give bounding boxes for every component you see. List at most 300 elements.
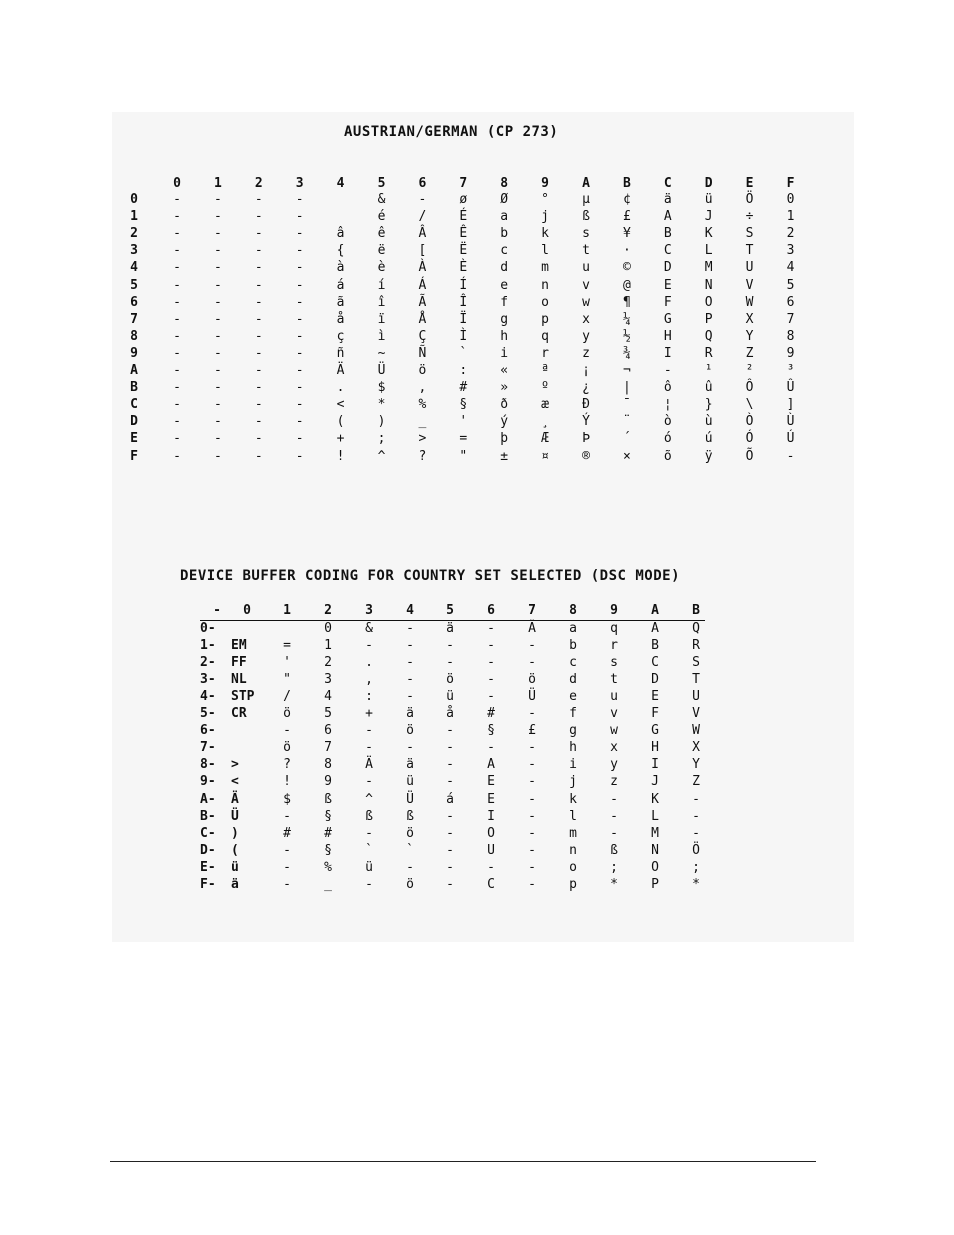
table1-row-header: 0 bbox=[130, 192, 138, 207]
table2-cell: k bbox=[569, 791, 577, 807]
table2-cell: NL bbox=[231, 672, 247, 688]
table1-cell: H bbox=[663, 328, 672, 344]
table1-cell: - bbox=[254, 345, 263, 361]
table1-cell: ° bbox=[541, 192, 549, 207]
table1-col-header: B bbox=[622, 176, 631, 191]
table1-cell: = bbox=[459, 431, 468, 447]
table1-cell: 4 bbox=[786, 260, 795, 276]
table1-cell: M bbox=[704, 260, 713, 276]
table2-cell: Ä bbox=[365, 757, 373, 773]
table1-cell: ò bbox=[663, 414, 672, 430]
table1-cell: V bbox=[745, 277, 754, 293]
table1-cell: 8 bbox=[786, 328, 795, 344]
table1-cell: ÷ bbox=[745, 209, 754, 225]
table1-cell: ® bbox=[582, 448, 590, 464]
table2-cell: C bbox=[487, 876, 495, 892]
table1-cell: - bbox=[213, 431, 222, 447]
table2-cell: u bbox=[610, 689, 618, 705]
table2-cell: Ö bbox=[692, 842, 700, 858]
table1-col-header: 8 bbox=[500, 176, 509, 191]
table2-cell: S bbox=[692, 655, 700, 671]
table2-cell: B bbox=[651, 638, 659, 654]
table2-cell: - bbox=[365, 825, 373, 841]
table2-cell: - bbox=[487, 621, 495, 636]
table1-cell: Ú bbox=[786, 431, 795, 447]
table1-col-header: A bbox=[582, 176, 590, 191]
table1-cell: m bbox=[541, 260, 549, 276]
table1-cell: é bbox=[377, 209, 386, 225]
table1-cell: D bbox=[663, 260, 672, 276]
table2-col-header: B bbox=[692, 603, 700, 618]
table2-cell: ü bbox=[406, 774, 414, 790]
table2-cell: - bbox=[692, 791, 700, 807]
table1-cell: - bbox=[173, 192, 181, 207]
table1-cell: # bbox=[459, 380, 468, 396]
table2-cell: x bbox=[610, 740, 618, 756]
table1-row-header: C bbox=[130, 397, 138, 413]
table1-cell: O bbox=[704, 294, 713, 310]
table2-cell: H bbox=[651, 740, 659, 756]
table1-cell: o bbox=[541, 294, 549, 310]
table2-col-header: 0 bbox=[243, 603, 251, 618]
table1-cell: u bbox=[582, 260, 590, 276]
table1-cell: º bbox=[541, 380, 549, 396]
table1-cell: K bbox=[704, 226, 713, 242]
table1-cell: ½ bbox=[622, 328, 631, 344]
table2-cell: j bbox=[569, 774, 577, 790]
table1-cell: - bbox=[254, 448, 263, 464]
table1-cell: ë bbox=[377, 243, 386, 259]
table1-cell: ¢ bbox=[622, 192, 631, 207]
table1-cell: n bbox=[541, 277, 549, 293]
table1-cell: - bbox=[173, 397, 181, 413]
table2-cell: ? bbox=[283, 757, 291, 773]
table2-cell: - bbox=[446, 842, 454, 858]
table2-cell: ö bbox=[528, 672, 536, 688]
table2-cell: v bbox=[610, 706, 618, 722]
table1-col-header: D bbox=[704, 176, 713, 191]
table1-cell: - bbox=[254, 260, 263, 276]
table2-cell: = bbox=[283, 638, 291, 654]
table1-cell: e bbox=[500, 277, 509, 293]
table1-row-header: A bbox=[130, 363, 138, 378]
table1-cell: Ï bbox=[459, 311, 468, 327]
table1-cell: x bbox=[582, 311, 590, 327]
table1-cell: t bbox=[582, 243, 590, 259]
table1-cell: - bbox=[213, 226, 222, 242]
table1-cell: - bbox=[254, 311, 263, 327]
table2-cell: - bbox=[283, 723, 291, 739]
table2-row-header: 6- bbox=[200, 723, 216, 739]
table1-cell: - bbox=[213, 363, 222, 378]
table1-cell: - bbox=[254, 328, 263, 344]
table1-cell: v bbox=[582, 277, 590, 293]
table2-cell: - bbox=[528, 808, 536, 824]
table1-cell: » bbox=[500, 380, 509, 396]
table1-col-header: 7 bbox=[459, 176, 468, 191]
table2-cell: - bbox=[446, 808, 454, 824]
table1-cell: û bbox=[704, 380, 713, 396]
table2-cell: ö bbox=[283, 706, 291, 722]
table1-cell: ÿ bbox=[704, 448, 713, 464]
table2-cell: Ü bbox=[406, 791, 414, 807]
table2-cell: 3 bbox=[324, 672, 332, 688]
table2-cell: A bbox=[651, 621, 659, 636]
table2-col-header: 7 bbox=[528, 603, 536, 618]
table1-cell: ñ bbox=[336, 345, 345, 361]
table1-cell: f bbox=[500, 294, 509, 310]
table1-row-header: 5 bbox=[130, 277, 138, 293]
table2-cell: - bbox=[692, 808, 700, 824]
table2-cell: V bbox=[692, 706, 700, 722]
table1-cell: Ë bbox=[459, 243, 468, 259]
table1-cell: ´ bbox=[622, 431, 631, 447]
table1-cell: ã bbox=[336, 294, 345, 310]
table2-cell: ä bbox=[406, 757, 414, 773]
table2-cell: á bbox=[446, 791, 454, 807]
table1-cell: ß bbox=[582, 209, 590, 225]
table2-cell: ü bbox=[365, 859, 373, 875]
table1-cell: d bbox=[500, 260, 509, 276]
table2-cell: - bbox=[283, 808, 291, 824]
table1-cell: U bbox=[745, 260, 754, 276]
table1-cell: ¿ bbox=[582, 380, 590, 396]
table2-cell: - bbox=[528, 825, 536, 841]
table2-cell: E bbox=[487, 791, 495, 807]
table1-col-header: 6 bbox=[418, 176, 427, 191]
table1-cell: L bbox=[704, 243, 713, 259]
table2-cell: z bbox=[610, 774, 618, 790]
table1-cell: þ bbox=[500, 431, 509, 447]
table2-cell: * bbox=[610, 876, 618, 892]
table2-cell: 9 bbox=[324, 774, 332, 790]
table1-cell: ü bbox=[704, 192, 713, 207]
table1-cell: ¡ bbox=[582, 363, 590, 378]
table2-cell: - bbox=[610, 791, 618, 807]
table1-cell: ä bbox=[663, 192, 672, 207]
table1-cell: - bbox=[213, 380, 222, 396]
table1-cell: . bbox=[336, 380, 345, 396]
table1-cell: l bbox=[541, 243, 549, 259]
table1-col-header: 4 bbox=[336, 176, 345, 191]
table2-cell: * bbox=[692, 876, 700, 892]
table1-cell: Å bbox=[418, 311, 427, 327]
table1-cell: C bbox=[663, 243, 672, 259]
table2-cell: - bbox=[487, 859, 495, 875]
table2-cell: - bbox=[487, 638, 495, 654]
table1-col-header: E bbox=[745, 176, 754, 191]
table1-cell: p bbox=[541, 311, 549, 327]
table2-cell: - bbox=[528, 791, 536, 807]
table1-row-header: 3 bbox=[130, 243, 138, 259]
table1-cell: & bbox=[377, 192, 386, 207]
table2-cell: - bbox=[283, 842, 291, 858]
table1-cell: - bbox=[295, 414, 304, 430]
table1-cell: ! bbox=[336, 448, 345, 464]
table1-cell: ¼ bbox=[622, 311, 631, 327]
table2-col-header: 9 bbox=[610, 603, 618, 618]
table1-cell: Þ bbox=[582, 431, 590, 447]
table1-cell: Z bbox=[745, 345, 754, 361]
table1-cell: - bbox=[173, 414, 181, 430]
table1-cell: ' bbox=[459, 414, 468, 430]
table1-cell: 1 bbox=[786, 209, 795, 225]
table2-cell: N bbox=[651, 842, 659, 858]
table1-cell: - bbox=[213, 414, 222, 430]
table1-col-header: 0 bbox=[173, 176, 181, 191]
table1-cell: - bbox=[295, 397, 304, 413]
table1-cell: / bbox=[418, 209, 427, 225]
table2-cell: , bbox=[365, 672, 373, 688]
table1-cell: > bbox=[418, 431, 427, 447]
table1-cell: a bbox=[500, 209, 509, 225]
table1-cell: ¨ bbox=[622, 414, 631, 430]
table2-cell: § bbox=[324, 842, 332, 858]
table1-cell: - bbox=[254, 294, 263, 310]
table1-cell: - bbox=[173, 311, 181, 327]
table2-title: DEVICE BUFFER CODING FOR COUNTRY SET SELECTED (DSC MODE) bbox=[180, 568, 681, 584]
table1-cell: § bbox=[459, 397, 468, 413]
table2-cell: " bbox=[283, 672, 291, 688]
table2-col-header: 2 bbox=[324, 603, 332, 618]
table1-cell: ª bbox=[541, 363, 549, 378]
table1-cell: Ä bbox=[336, 363, 345, 378]
table2-cell: - bbox=[528, 842, 536, 858]
table2-cell: n bbox=[569, 842, 577, 858]
table2-cell: - bbox=[487, 672, 495, 688]
table1-cell: g bbox=[500, 311, 509, 327]
table1-cell: + bbox=[336, 431, 345, 447]
table1-cell: × bbox=[622, 448, 631, 464]
table1-cell: - bbox=[295, 328, 304, 344]
table1-cell: - bbox=[213, 209, 222, 225]
table1-cell: ³ bbox=[786, 363, 795, 378]
table2-cell: Ä bbox=[528, 621, 536, 636]
table2-cell: CR bbox=[231, 706, 247, 722]
table1-cell: F bbox=[663, 294, 672, 310]
table2-cell: ; bbox=[610, 859, 618, 875]
table1-cell: R bbox=[704, 345, 713, 361]
table2-cell: # bbox=[283, 825, 291, 841]
table2-row-header: 8- bbox=[200, 757, 216, 773]
table1-cell: ± bbox=[500, 448, 509, 464]
table1-cell: - bbox=[295, 260, 304, 276]
table1-cell: - bbox=[254, 277, 263, 293]
table2-row-header: 9- bbox=[200, 774, 216, 790]
table1-cell: E bbox=[663, 277, 672, 293]
table1-cell: h bbox=[500, 328, 509, 344]
table2-cell: / bbox=[283, 689, 291, 705]
table1-cell: { bbox=[336, 243, 345, 259]
table1-cell: £ bbox=[622, 209, 631, 225]
table2-row-header: A- bbox=[200, 791, 216, 807]
table1-cell: Ü bbox=[377, 363, 386, 378]
table1-cell: - bbox=[173, 431, 181, 447]
table2-cell: J bbox=[651, 774, 659, 790]
table2-cell: å bbox=[446, 706, 454, 722]
table2-cell: - bbox=[692, 825, 700, 841]
table1-cell: Ì bbox=[459, 328, 468, 344]
table2-cell: E bbox=[651, 689, 659, 705]
table1-cell: - bbox=[254, 243, 263, 259]
table1-row-header: B bbox=[130, 380, 138, 396]
table2-row-header: 2- bbox=[200, 655, 216, 671]
table1-cell: Ô bbox=[745, 380, 754, 396]
table1-cell: ¯ bbox=[622, 397, 631, 413]
table1-cell: ù bbox=[704, 414, 713, 430]
table1-cell: - bbox=[295, 380, 304, 396]
table1-cell: ï bbox=[377, 311, 386, 327]
table2-row-header: B- bbox=[200, 808, 216, 824]
table1-cell: © bbox=[622, 260, 631, 276]
table1-cell: Ò bbox=[745, 414, 754, 430]
table2-cell: 5 bbox=[324, 706, 332, 722]
table2-cell: O bbox=[487, 825, 495, 841]
table2-row-header: 4- bbox=[200, 689, 216, 705]
table2-cell: ü bbox=[231, 859, 239, 875]
table1-cell: 5 bbox=[786, 277, 795, 293]
table1-cell: ð bbox=[500, 397, 509, 413]
table1-cell: 9 bbox=[786, 345, 795, 361]
table1-cell: N bbox=[704, 277, 713, 293]
table1-cell: - bbox=[295, 363, 304, 378]
table1-cell: Y bbox=[745, 328, 754, 344]
table1-cell: - bbox=[213, 294, 222, 310]
table1-cell: - bbox=[295, 294, 304, 310]
table2-cell: - bbox=[446, 757, 454, 773]
table2-cell: m bbox=[569, 825, 577, 841]
table1-cell: ) bbox=[377, 414, 386, 430]
table1-cell: W bbox=[745, 294, 754, 310]
table2-row-header: 0- bbox=[200, 621, 216, 636]
table2-cell: 4 bbox=[324, 689, 332, 705]
table1-cell: k bbox=[541, 226, 549, 242]
table2-cell: b bbox=[569, 638, 577, 654]
table2-cell: I bbox=[487, 808, 495, 824]
table2-cell: K bbox=[651, 791, 659, 807]
table1-cell: ¹ bbox=[704, 363, 713, 378]
table1-cell: 3 bbox=[786, 243, 795, 259]
table1-cell: ; bbox=[377, 431, 386, 447]
table1-row-header: 6 bbox=[130, 294, 138, 310]
table1-row-header: E bbox=[130, 431, 138, 447]
table1-cell: Á bbox=[418, 277, 427, 293]
table1-cell: Û bbox=[786, 380, 795, 396]
table1-cell: - bbox=[295, 192, 304, 207]
table1-cell: õ bbox=[663, 448, 672, 464]
table1-cell: - bbox=[254, 397, 263, 413]
table2-cell: I bbox=[651, 757, 659, 773]
table1-cell: È bbox=[459, 260, 468, 276]
table1-cell: è bbox=[377, 260, 386, 276]
table2-cell: . bbox=[365, 655, 373, 671]
table2-cell: - bbox=[446, 740, 454, 756]
table1-cell: | bbox=[622, 380, 631, 396]
table1-cell: - bbox=[295, 226, 304, 242]
table2-cell: Ü bbox=[231, 808, 239, 824]
table1-cell: Ç bbox=[418, 328, 427, 344]
table1-cell: Í bbox=[459, 277, 468, 293]
table1-row-header: 8 bbox=[130, 328, 138, 344]
table2-cell: d bbox=[569, 672, 577, 688]
table2-col-header: - bbox=[213, 603, 221, 618]
table1-cell: i bbox=[500, 345, 509, 361]
table1-cell: Ñ bbox=[418, 345, 427, 361]
table1-row-header: D bbox=[130, 414, 138, 430]
table2-cell: - bbox=[365, 740, 373, 756]
table1-cell: - bbox=[173, 260, 181, 276]
table2-cell: _ bbox=[324, 876, 332, 892]
table2-cell: - bbox=[446, 638, 454, 654]
table1-cell: æ bbox=[541, 397, 549, 413]
table1-cell: - bbox=[786, 448, 795, 464]
table1-cell: - bbox=[295, 209, 304, 225]
table2-cell: - bbox=[528, 638, 536, 654]
table1-cell: j bbox=[541, 209, 549, 225]
table2-cell: r bbox=[610, 638, 618, 654]
table2-cell: ! bbox=[283, 774, 291, 790]
table1-cell: Æ bbox=[541, 431, 549, 447]
table2-cell: y bbox=[610, 757, 618, 773]
table1-cell: ~ bbox=[377, 345, 386, 361]
table2-cell: M bbox=[651, 825, 659, 841]
table2-cell: t bbox=[610, 672, 618, 688]
table2-cell: - bbox=[528, 655, 536, 671]
table2-cell: - bbox=[528, 706, 536, 722]
table2-cell: D bbox=[651, 672, 659, 688]
table1-cell: - bbox=[213, 277, 222, 293]
table2-cell: % bbox=[324, 859, 332, 875]
table1-row-header: 9 bbox=[130, 345, 138, 361]
table2-col-header: 5 bbox=[446, 603, 454, 618]
table2-col-header: A bbox=[651, 603, 659, 618]
table1-cell: - bbox=[173, 380, 181, 396]
table1-cell: á bbox=[336, 277, 345, 293]
table2-cell: ß bbox=[365, 808, 373, 824]
table2-cell: ; bbox=[692, 859, 700, 875]
table2-cell: - bbox=[365, 876, 373, 892]
table2-cell: Z bbox=[692, 774, 700, 790]
table2-cell: § bbox=[324, 808, 332, 824]
table1-cell: - bbox=[213, 243, 222, 259]
table1-row-header: 2 bbox=[130, 226, 138, 242]
table1-cell: - bbox=[173, 363, 181, 378]
table1-cell: b bbox=[500, 226, 509, 242]
table1-cell: 7 bbox=[786, 311, 795, 327]
table1-cell: Ê bbox=[459, 226, 468, 242]
table1-cell: Ó bbox=[745, 431, 754, 447]
table1-cell: î bbox=[377, 294, 386, 310]
table2-col-header: 6 bbox=[487, 603, 495, 618]
table1-cell: - bbox=[663, 363, 672, 378]
table1-cell: ¾ bbox=[622, 345, 631, 361]
table2-cell: Q bbox=[692, 621, 700, 636]
table1-cell: - bbox=[254, 380, 263, 396]
table1-cell: ú bbox=[704, 431, 713, 447]
table2-cell: § bbox=[487, 723, 495, 739]
table1-cell: ö bbox=[418, 363, 427, 378]
table2-col-header: 4 bbox=[406, 603, 414, 618]
table1-row-header: 4 bbox=[130, 260, 138, 276]
table2-cell: s bbox=[610, 655, 618, 671]
table2-cell: R bbox=[692, 638, 700, 654]
table1-cell: - bbox=[213, 311, 222, 327]
table1-cell: c bbox=[500, 243, 509, 259]
table2-cell: FF bbox=[231, 655, 247, 671]
table1-cell: Ð bbox=[582, 397, 590, 413]
table1-cell: ý bbox=[500, 414, 509, 430]
table2-cell: A bbox=[487, 757, 495, 773]
